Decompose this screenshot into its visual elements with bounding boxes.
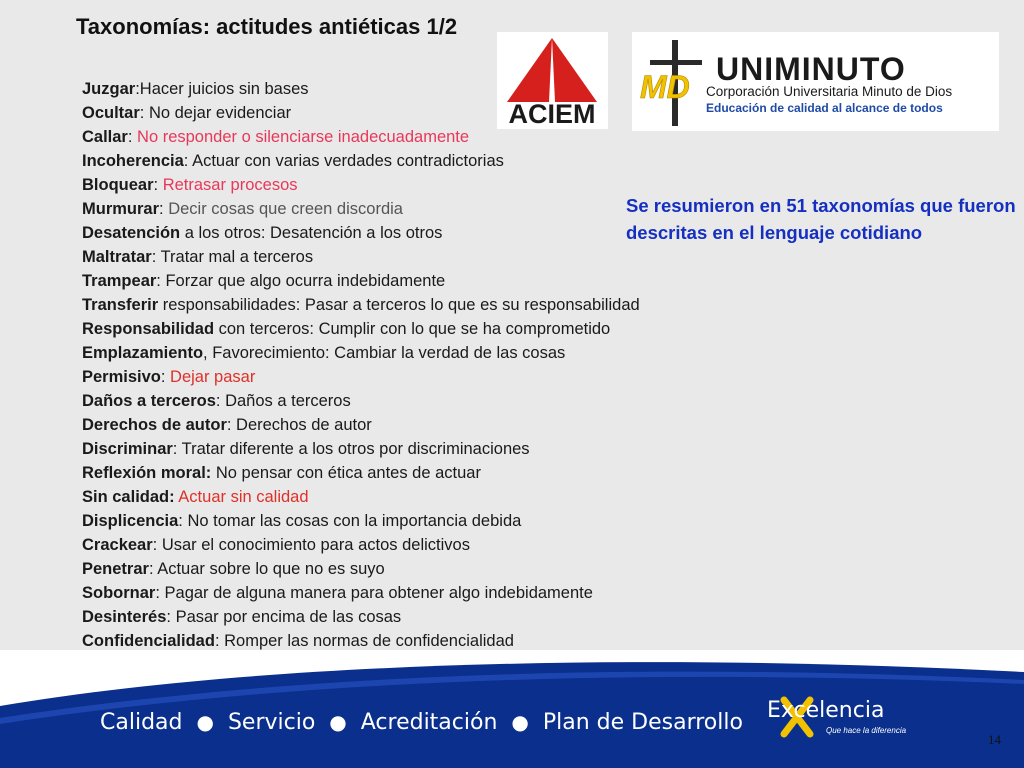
bullet-icon: ● [329,710,347,734]
item-description: Dejar pasar [170,368,256,386]
item-description: Actuar con varias verdades contradictorias [192,152,504,170]
item-term: Sin calidad: [82,488,175,506]
item-description: Actuar sobre lo que no es suyo [157,560,385,578]
item-term: Murmurar [82,200,160,218]
item-description: No responder o silenciarse inadecuadamente [137,128,470,146]
item-separator: : [183,152,193,170]
slide-title: Taxonomías: actitudes antiéticas 1/2 [76,14,458,39]
item-separator: : [135,80,140,98]
page-number: 14 [988,732,1001,747]
item-description: Romper las normas de confidencialidad [224,632,514,650]
list-item [82,341,822,365]
item-description: Cumplir con lo que se ha comprometido [318,320,611,338]
item-separator: : [166,608,176,626]
item-separator: : [152,536,162,554]
uniminuto-slogan: Educación de calidad al alcance de todos [706,101,943,115]
md-mark: MD [640,69,690,105]
aciem-logo-graphic [497,32,608,129]
item-description: Cambiar la verdad de las cosas [334,344,566,362]
item-description: Pasar por encima de las cosas [175,608,402,626]
item-description: Usar el conocimiento para actos delictivos [161,536,470,554]
item-separator: : [151,248,161,266]
item-separator: : [226,416,237,434]
item-description: Tratar diferente a los otros por discriminaciones [181,440,530,458]
item-term: Maltratar [82,248,152,266]
list-item [82,533,822,557]
footer-slogan [100,702,743,742]
item-description: Tratar mal a terceros [160,248,314,266]
list-item [82,485,822,509]
uniminuto-logo-graphic [632,32,999,131]
bullet-icon: ● [196,710,214,734]
item-term: Responsabilidad [82,320,215,338]
item-term: Discriminar [82,440,173,458]
item-term: Incoherencia [82,152,184,170]
item-separator: : [148,560,158,578]
item-term: Bloquear [82,176,154,194]
list-item [82,293,822,317]
list-item [82,317,822,341]
item-separator: : [159,200,169,218]
item-term: Daños a terceros [82,392,216,410]
item-term: Permisivo [82,368,161,386]
list-item [82,437,822,461]
uniminuto-subtitle: Corporación Universitaria Minuto de Dios [706,84,953,99]
item-separator: : [127,128,138,146]
uniminuto-wordmark: UNIMINUTO [716,51,906,87]
item-description: Actuar sin calidad [178,488,309,506]
item-description: Daños a terceros [225,392,351,410]
item-separator: : [155,584,165,602]
list-item [82,149,822,173]
item-separator: : [214,632,225,650]
item-separator: , Favorecimiento: [203,344,335,362]
list-item [82,245,822,269]
item-description: Forzar que algo ocurra indebidamente [165,272,446,290]
list-item [82,269,822,293]
item-separator: : [172,440,182,458]
list-item [82,413,822,437]
item-separator: : [160,368,171,386]
item-term: Displicencia [82,512,179,530]
item-term: Confidencialidad [82,632,215,650]
item-description: No pensar con ética antes de actuar [215,464,481,482]
list-item [82,389,822,413]
item-description: Derechos de autor [236,416,372,434]
item-separator: a los otros: [180,224,270,242]
item-term: Derechos de autor [82,416,227,434]
summary-note: Se resumieron en 51 taxonomías que fueron descritas en el lenguaje cotidiano [626,195,1016,243]
footer-item-servicio: Servicio [227,709,316,735]
item-term: Desinterés [82,608,167,626]
item-term: Emplazamiento [82,344,204,362]
item-description: Retrasar procesos [162,176,298,194]
item-term: Crackear [82,536,153,554]
list-item [82,509,822,533]
item-description: Decir cosas que creen discordia [168,200,403,218]
list-item [82,557,822,581]
item-term: Transferir [82,296,159,314]
excelencia-tagline: Que hace la diferencia [826,726,907,735]
uniminuto-logo [632,32,999,131]
aciem-logo [497,32,608,129]
taxonomy-list [82,77,822,653]
item-term: Reflexión moral: [82,464,212,482]
item-term: Desatención [82,224,181,242]
item-description: Desatención a los otros [270,224,443,242]
bullet-icon: ● [511,710,529,734]
item-separator: con terceros: [214,320,319,338]
item-separator: : [139,104,149,122]
item-separator: : [153,176,163,194]
item-term: Callar [82,128,128,146]
footer-item-plan: Plan de Desarrollo [542,709,743,735]
list-item [82,605,822,629]
item-description: Pagar de alguna manera para obtener algo indebidamente [164,584,593,602]
item-description: Pasar a terceros lo que es su responsabilidad [304,296,640,314]
list-item [82,365,822,389]
item-term: Juzgar [82,80,136,98]
item-term: Sobornar [82,584,156,602]
item-description: Hacer juicios sin bases [139,80,309,98]
item-description: No tomar las cosas con la importancia debida [187,512,522,530]
item-separator: : [215,392,226,410]
item-term: Ocultar [82,104,140,122]
item-term: Penetrar [82,560,149,578]
list-item [82,581,822,605]
item-separator: : [156,272,166,290]
item-term: Trampear [82,272,157,290]
item-description: No dejar evidenciar [148,104,292,122]
excelencia-wordmark: Excelencia [767,698,885,723]
footer-item-acreditacion: Acreditación [360,709,498,735]
item-separator: : [178,512,188,530]
aciem-wordmark: ACIEM [508,99,596,129]
footer-item-calidad: Calidad [100,709,183,735]
item-separator: responsabilidades: [158,296,305,314]
list-item [82,461,822,485]
